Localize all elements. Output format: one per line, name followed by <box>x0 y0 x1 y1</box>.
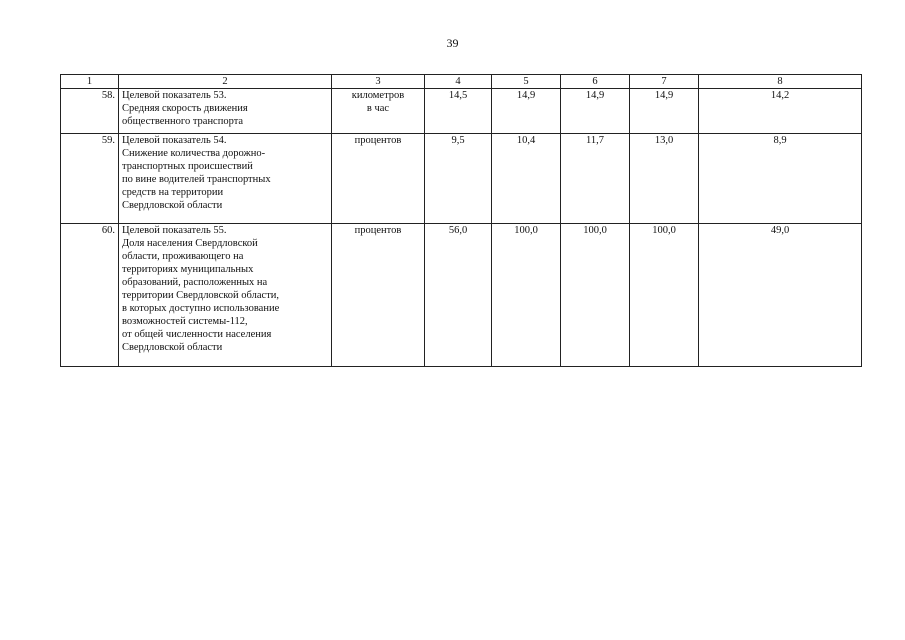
unit-line: процентов <box>354 135 402 146</box>
unit-line: процентов <box>354 225 402 236</box>
indicator-name-line: Целевой показатель 53. <box>122 90 227 101</box>
value-cell: 14,9 <box>492 89 561 134</box>
indicator-name-line: Средняя скорость движения <box>122 103 248 114</box>
indicator-name-line: Доля населения Свердловской <box>122 238 258 249</box>
value-cell: 11,7 <box>561 134 630 224</box>
unit-cell <box>332 89 425 134</box>
indicator-name-line: Свердловской области <box>122 200 223 211</box>
value-cell: 56,0 <box>425 224 492 367</box>
indicator-name-line: образований, расположенных на <box>122 277 268 288</box>
indicator-name-line: территории Свердловской области, <box>122 290 280 301</box>
value-cell: 14,5 <box>425 89 492 134</box>
value-cell: 100,0 <box>630 224 699 367</box>
page-number: 39 <box>446 36 459 50</box>
value-cell: 14,2 <box>699 89 862 134</box>
value-cell: 100,0 <box>492 224 561 367</box>
indicator-name-line: Свердловской области <box>122 342 223 353</box>
value-cell: 49,0 <box>699 224 862 367</box>
column-header: 4 <box>425 75 492 89</box>
table-row <box>61 89 862 134</box>
column-header: 7 <box>630 75 699 89</box>
indicator-name-line: по вине водителей транспортных <box>122 174 271 185</box>
value-cell: 14,9 <box>630 89 699 134</box>
column-header: 5 <box>492 75 561 89</box>
column-header: 1 <box>61 75 119 89</box>
row-number: 59. <box>61 134 119 224</box>
indicator-name <box>119 89 332 134</box>
indicator-name-line: общественного транспорта <box>122 116 244 127</box>
indicator-name-line: области, проживающего на <box>122 251 244 262</box>
row-number: 60. <box>61 224 119 367</box>
indicator-name-line: Снижение количества дорожно- <box>122 148 266 159</box>
indicator-name-line: в которых доступно использование <box>122 303 280 314</box>
indicator-name-line: территориях муниципальных <box>122 264 254 275</box>
unit-cell <box>332 224 425 367</box>
column-header: 8 <box>699 75 862 89</box>
value-cell: 9,5 <box>425 134 492 224</box>
indicator-name-line: возможностей системы-112, <box>122 316 248 327</box>
unit-line: в час <box>366 103 390 114</box>
column-header: 6 <box>561 75 630 89</box>
unit-line: километров <box>351 90 405 101</box>
unit-cell <box>332 134 425 224</box>
table-row <box>61 224 862 367</box>
indicator-name-line: Целевой показатель 54. <box>122 135 227 146</box>
indicator-name-line: Целевой показатель 55. <box>122 225 227 236</box>
row-number: 58. <box>61 89 119 134</box>
value-cell: 10,4 <box>492 134 561 224</box>
column-header: 2 <box>119 75 332 89</box>
indicator-name <box>119 224 332 367</box>
value-cell: 100,0 <box>561 224 630 367</box>
column-number-row <box>61 75 862 89</box>
value-cell: 14,9 <box>561 89 630 134</box>
column-header: 3 <box>332 75 425 89</box>
table-row <box>61 134 862 224</box>
indicators-table <box>60 74 862 367</box>
value-cell: 8,9 <box>699 134 862 224</box>
indicator-name-line: от общей численности населения <box>122 329 272 340</box>
indicator-name-line: транспортных происшествий <box>122 161 253 172</box>
indicator-name <box>119 134 332 224</box>
value-cell: 13,0 <box>630 134 699 224</box>
indicator-name-line: средств на территории <box>122 187 224 198</box>
